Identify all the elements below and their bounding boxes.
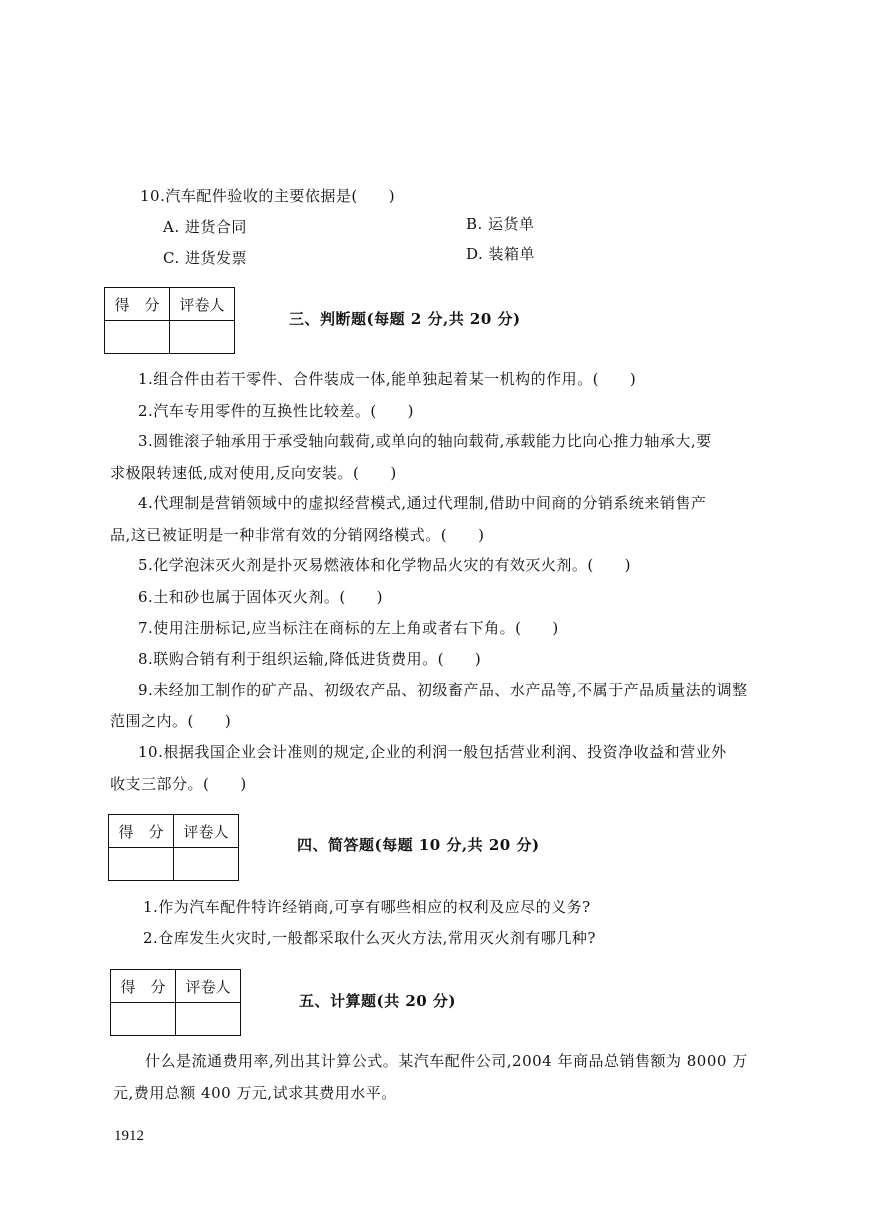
- page-number: 1912: [114, 1128, 144, 1144]
- score-label: 得 分: [111, 970, 176, 1003]
- s3-line-14: 收支三部分。( ): [110, 775, 247, 793]
- s5-line-2: 元,费用总额 400 万元,试求其费用水平。: [113, 1084, 397, 1102]
- score-cell: [109, 848, 174, 881]
- section4-title: 四、简答题(每题 10 分,共 20 分): [297, 836, 540, 854]
- section5-title: 五、计算题(共 20 分): [299, 992, 457, 1010]
- s3-line-9: 7.使用注册标记,应当标注在商标的左上角或者右下角。( ): [138, 619, 559, 637]
- grader-label: 评卷人: [176, 970, 241, 1003]
- score-box-section3: [104, 287, 235, 354]
- question-10-stem: 10.汽车配件验收的主要依据是( ): [140, 187, 396, 205]
- s3-line-11: 9.未经加工制作的矿产品、初级农产品、初级畜产品、水产品等,不属于产品质量法的调整: [138, 681, 748, 699]
- score-label: 得 分: [105, 288, 170, 321]
- question-10-option-b: B. 运货单: [466, 215, 535, 233]
- s3-line-6: 品,这已被证明是一种非常有效的分销网络模式。( ): [110, 526, 485, 544]
- s3-line-10: 8.联购合销有利于组织运输,降低进货费用。( ): [138, 650, 482, 668]
- score-label: 得 分: [109, 815, 174, 848]
- s3-line-2: 2.汽车专用零件的互换性比较差。( ): [138, 402, 415, 420]
- score-cell: [111, 1003, 176, 1036]
- grader-cell: [170, 321, 235, 354]
- question-10-option-a: A. 进货合同: [163, 218, 247, 236]
- grader-label: 评卷人: [170, 288, 235, 321]
- score-box-section5: [110, 969, 241, 1036]
- s3-line-8: 6.土和砂也属于固体灭火剂。( ): [138, 588, 384, 606]
- grader-cell: [174, 848, 239, 881]
- section3-title: 三、判断题(每题 2 分,共 20 分): [289, 310, 521, 328]
- grader-cell: [176, 1003, 241, 1036]
- s3-line-4: 求极限转速低,成对使用,反向安装。( ): [110, 464, 397, 482]
- s4-line-1: 1.作为汽车配件特许经销商,可享有哪些相应的权利及应尽的义务?: [143, 898, 591, 916]
- s3-line-13: 10.根据我国企业会计准则的规定,企业的利润一般包括营业利润、投资净收益和营业外: [138, 743, 727, 761]
- score-box-section4: [108, 814, 239, 881]
- question-10-option-c: C. 进货发票: [163, 249, 247, 267]
- s4-line-2: 2.仓库发生火灾时,一般都采取什么灭火方法,常用灭火剂有哪几种?: [143, 929, 596, 947]
- question-10-option-d: D. 装箱单: [466, 245, 536, 263]
- s5-line-1: 什么是流通费用率,列出其计算公式。某汽车配件公司,2004 年商品总销售额为 8000 万: [145, 1052, 748, 1070]
- score-cell: [105, 321, 170, 354]
- s3-line-5: 4.代理制是营销领域中的虚拟经营模式,通过代理制,借助中间商的分销系统来销售产: [138, 494, 707, 512]
- grader-label: 评卷人: [174, 815, 239, 848]
- s3-line-3: 3.圆锥滚子轴承用于承受轴向载荷,或单向的轴向载荷,承载能力比向心推力轴承大,要: [138, 432, 712, 450]
- s3-line-12: 范围之内。( ): [110, 712, 232, 730]
- s3-line-1: 1.组合件由若干零件、合件装成一体,能单独起着某一机构的作用。( ): [138, 370, 637, 388]
- s3-line-7: 5.化学泡沫灭火剂是扑灭易燃液体和化学物品火灾的有效灭火剂。( ): [138, 556, 632, 574]
